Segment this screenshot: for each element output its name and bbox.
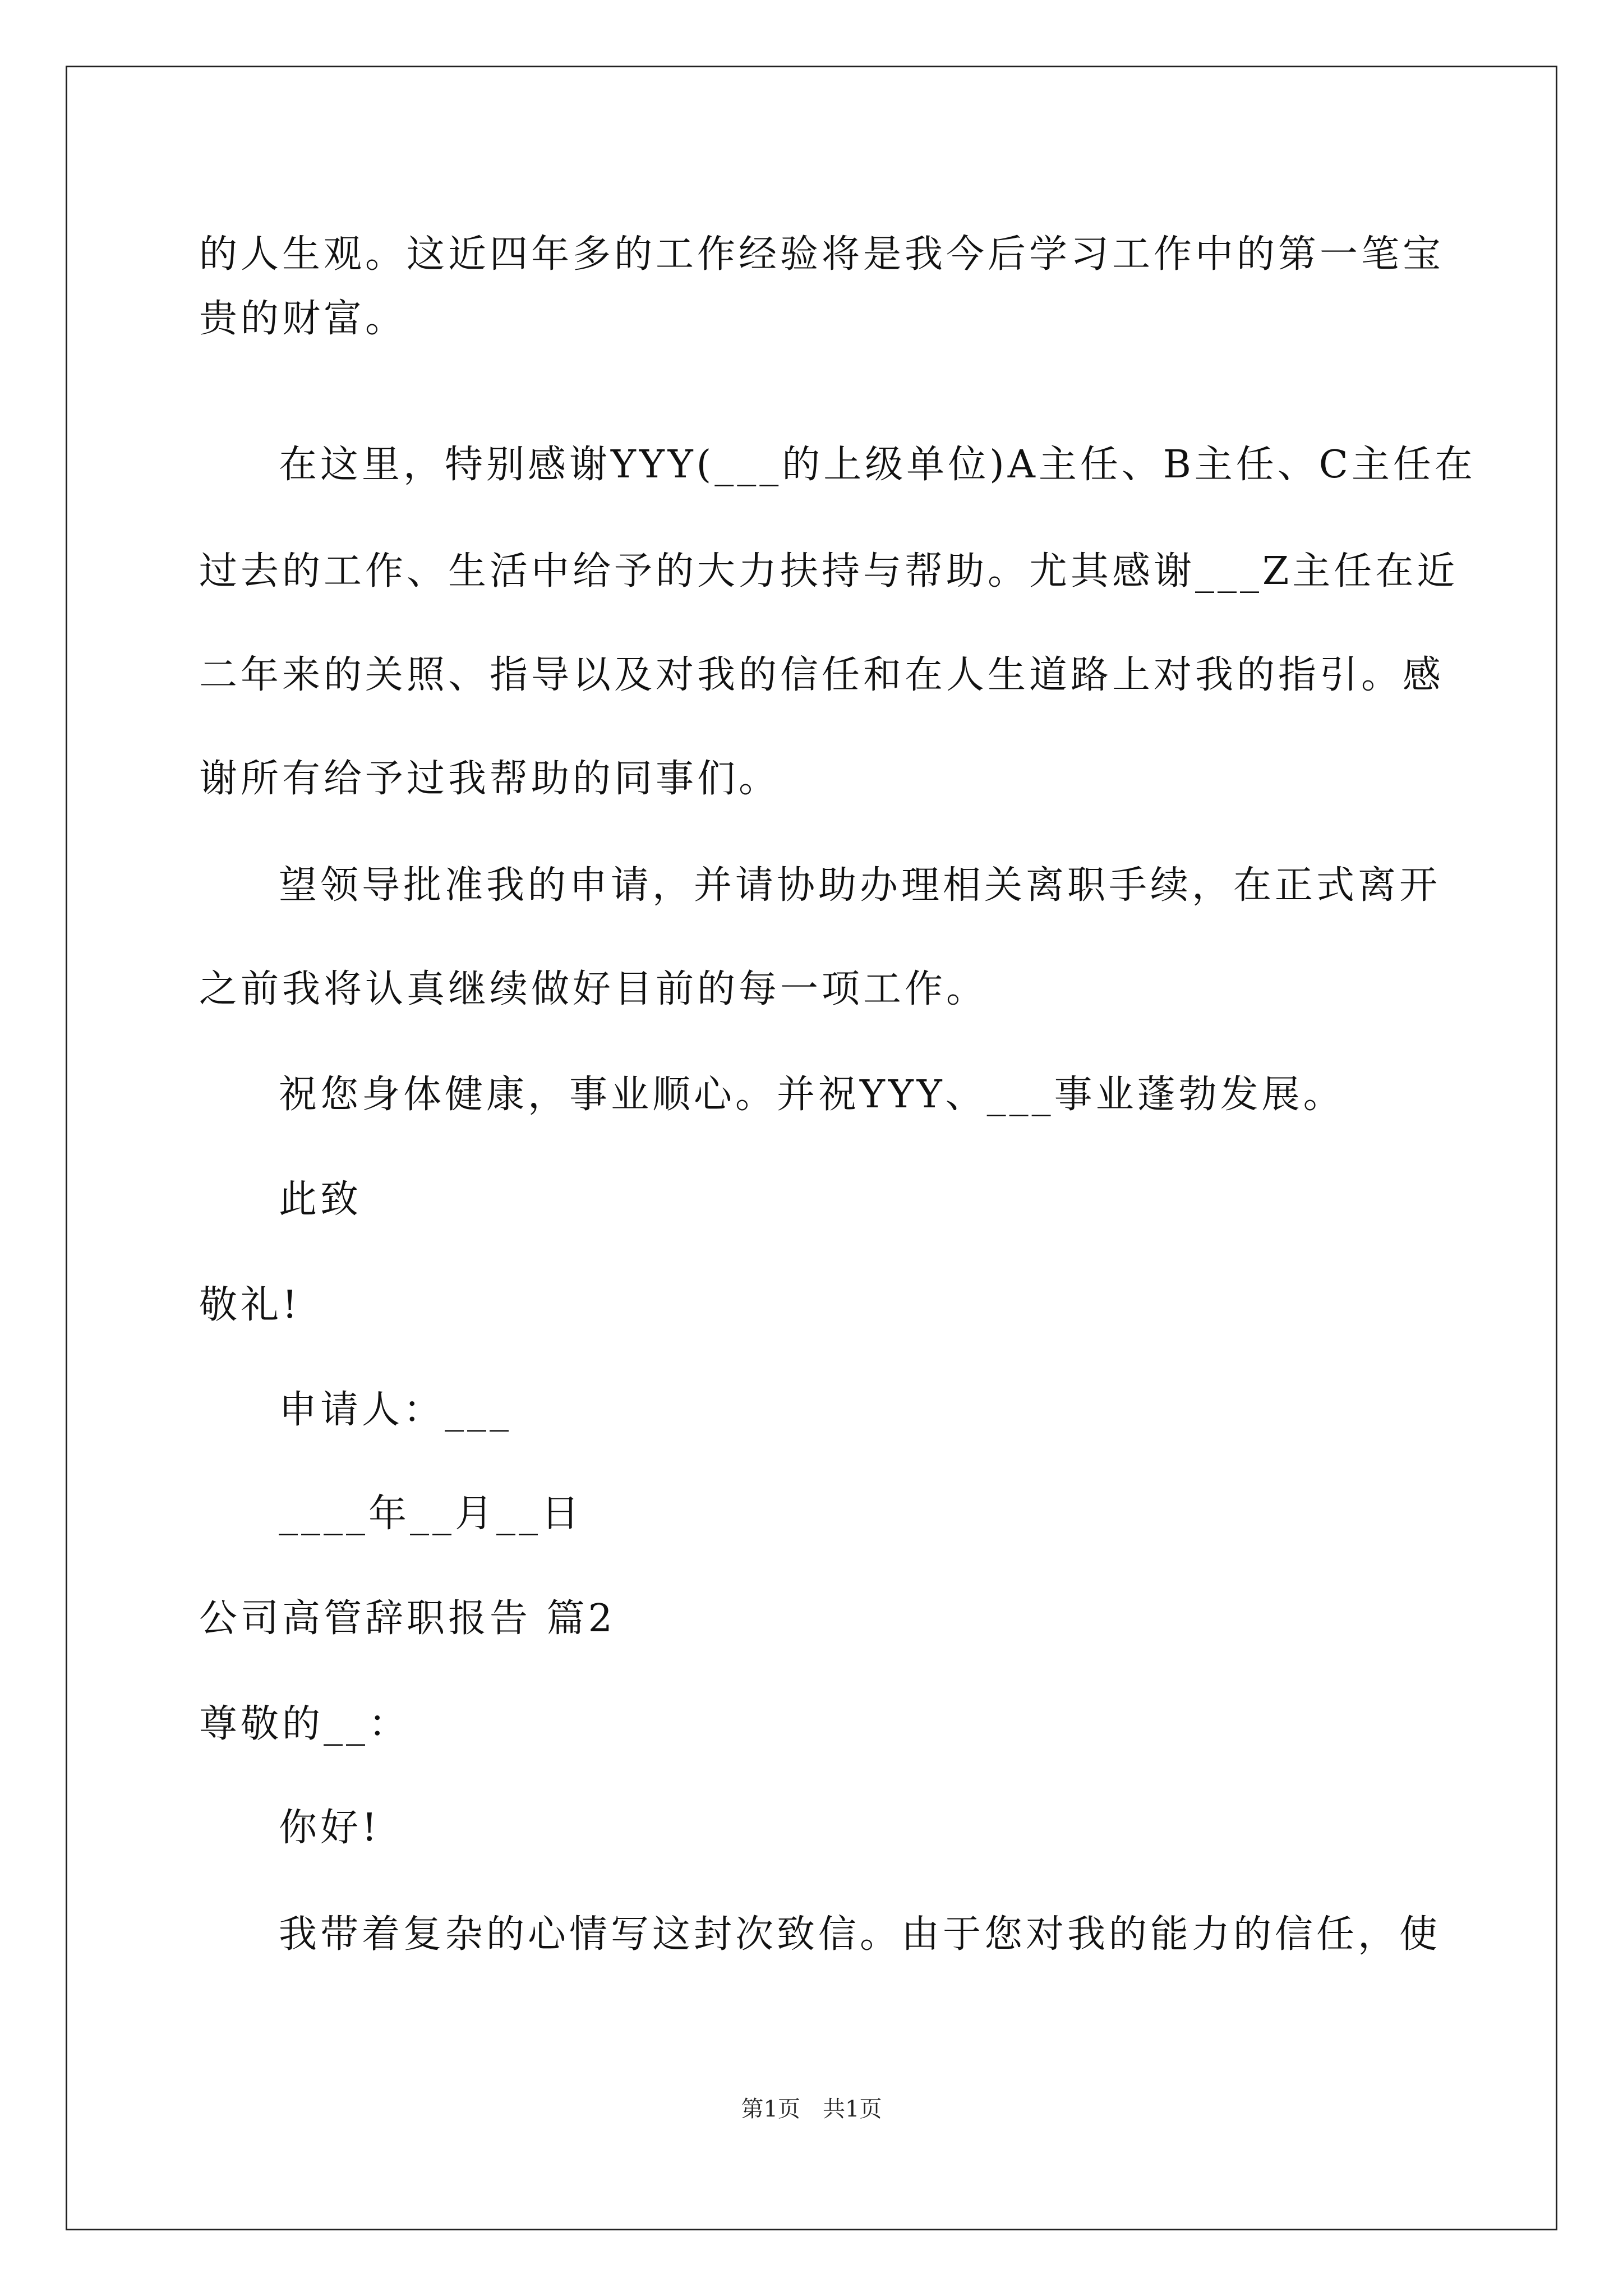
text-line: 望领导批准我的申请，并请协助办理相关离职手续，在正式离开 [279,863,1441,908]
text-line: 二年来的关照、指导以及对我的信任和在人生道路上对我的指引。感 [199,653,1445,697]
page-border [66,66,1557,2230]
section-heading: 公司高管辞职报告 篇2 [199,1596,616,1641]
text-line: 过去的工作、生活中给予的大力扶持与帮助。尤其感谢___Z主任在近 [199,549,1459,593]
hello-line: 你好! [279,1806,381,1850]
text-line: 谢所有给予过我帮助的同事们。 [199,757,781,801]
text-line: 贵的财富。 [199,297,407,341]
closing-respect: 敬礼! [199,1283,301,1327]
text-line: 我带着复杂的心情写这封次致信。由于您对我的能力的信任，使 [279,1912,1441,1957]
text-line: 的人生观。这近四年多的工作经验将是我今后学习工作中的第一笔宝 [199,232,1445,277]
closing-salutation: 此致 [279,1177,362,1222]
text-line: 之前我将认真继续做好目前的每一项工作。 [199,967,988,1011]
applicant-line: 申请人：___ [279,1388,513,1432]
text-line: 祝您身体健康，事业顺心。并祝YYY、___事业蓬勃发展。 [279,1073,1345,1117]
date-line: ____年__月__日 [279,1492,583,1536]
greeting-line: 尊敬的__： [199,1702,411,1746]
text-line: 在这里，特别感谢YYY(___的上级单位)A主任、B主任、C主任在 [279,443,1476,487]
page-footer: 第1页 共1页 [741,2096,882,2122]
